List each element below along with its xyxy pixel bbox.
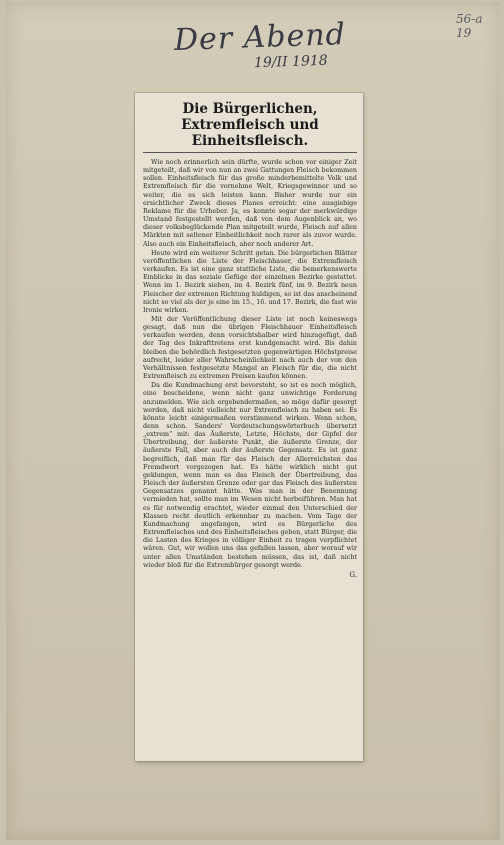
article-body — [143, 159, 357, 570]
article-signature: G. — [349, 570, 357, 579]
handwritten-newspaper-title: Der Abend — [173, 17, 347, 58]
newspaper-clipping — [135, 93, 363, 761]
article-paragraph: Wie noch erinnerlich sein dürfte, wurde schon vor einiger Zeit mitgeteilt, daß wir von nun an zwei Gattungen Fleisch bekommen sollen. Einheitsfleisch für das große minderbemittelte Volk und Extremfleisch für die vornehme Welt, Kriegsgewinner und so weiter, die es sich leisten kann. Bisher wurde nur ein ersichtlicher Zweck dieses Planes erreicht: eine ausgiebige Reklame für die Urheber. Ja, es konnte sogar der merkwürdige Umstand festgestellt werden, daß von dem Augenblick an, wo dieser volksbeglückende Plan mitgeteilt wurde, Fleisch auf allen Märkten mit seltener Einheitlichkeit noch rarer als zuvor wurde. Also auch ein Einheitsfleisch, aber noch anderer Art. — [143, 159, 357, 248]
article-paragraph: Da die Kundmachung erst bevorsteht, so ist es noch möglich, eine bescheidene, wenn nicht ganz unwichtige Forderung anzumelden. Wie sich ergebendermaßen, so möge dafür gesorgt werden, daß nicht vielleicht nur Extremfleisch zu haben sei. Es könnte leicht einigermaßen verstimmend wirken. Wenn schon, denn schon. Sanders' Verdeutschungswörterbuch übersetzt „extrem“ mit: das Äußerste, Letzte, Höchste, der Gipfel der Übertreibung, der äußerste Punkt, die äußerste Grenze, der äußerste Fall, aber auch der äußerste Gegensatz. Es ist ganz begreiflich, daß man für das Fleisch der Allerreichsten das Fremdwort vorgezogen hat. Es hätte wirklich nicht gut geklungen, wenn man es das Fleisch der Übertreibung, das Fleisch der äußersten Grenze oder gar das Fleisch des äußersten Gegensatzes genannt hätte. Was man in der Benennung vermieden hat, sollte man im Wesen nicht herbeiführen. Man hat es für notwendig erachtet, wieder einmal den Unterschied der Klassen recht deutlich erkennbar zu machen. Vom Tage der Kundmachung angefangen, wird es Bürgerliche des Extremfleisches und des Einheitsfleisches geben, statt Bürger, die die Lasten des Krieges in völliger Einheit zu tragen verpflichtet wären. Gut, wir wollen uns das gefallen lassen, aber worauf wir unter allen Umständen bestehen müssen, das ist, daß nicht wieder bloß für die Extrembürger gesorgt werde. — [143, 382, 357, 569]
article-headline: Die Bürgerlichen, Extremfleisch und Einheitsfleisch. — [143, 101, 357, 153]
article-paragraph: Heute wird ein weiterer Schritt getan. Die bürgerlichen Blätter veröffentlichen die Liste der Fleischhauer, die Extremfleisch verkaufen. Es ist eine ganz stattliche Liste, die bemerkenswerte Einblicke in das soziale Gefüge der einzelnen Bezirke gestattet. Wenn im 1. Bezirk sieben, im 4. Bezirk fünf, im 9. Bezirk neun Fleischer der extremen Richtung huldigen, so ist das anscheinend nicht so viel als der je eine im 15., 16. und 17. Bezirk, die fast wie Ironie wirken. — [143, 249, 357, 314]
archive-reference: 56-a 19 — [456, 12, 483, 40]
handwritten-date: 19/II 1918 — [253, 52, 328, 72]
article-paragraph: Mit der Veröffentlichung dieser Liste ist noch keineswegs gesagt, daß nun die übrigen Fleischhauer Einheitsfleisch verkaufen werden, denn vorsichtshalber wird hinzugefügt, daß der Tag des Inkrafttretens erst kundgemacht wird. Bis dahin bleiben die behördlich festgesetzten gegenwärtigen Höchstpreise aufrecht, leider aller Wahrscheinlichkeit nach auch der von den Verhältnissen festgesetzte Mangel an Fleisch für die, die nicht Extremfleisch zu extremen Preisen kaufen können. — [143, 315, 357, 381]
